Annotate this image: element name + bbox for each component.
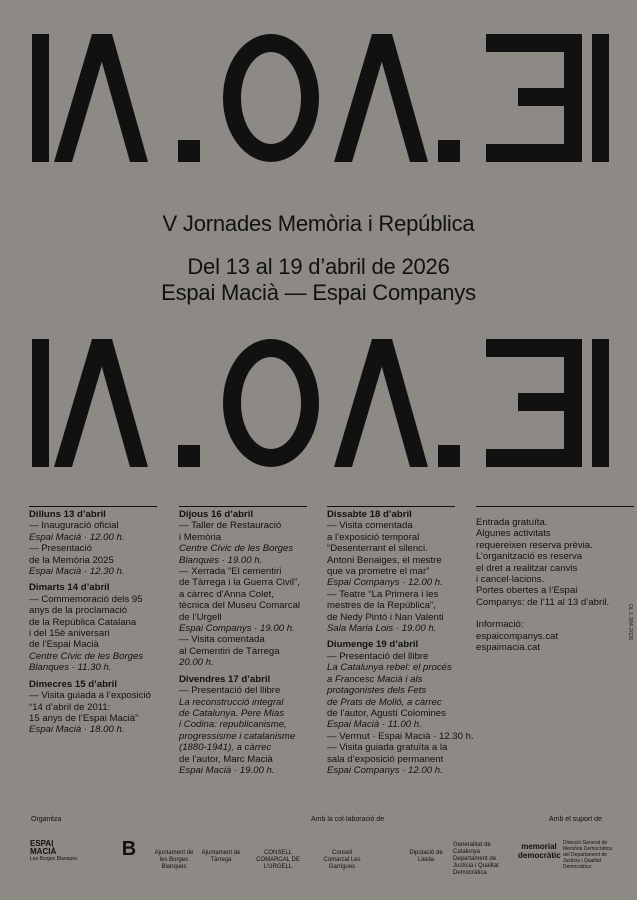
event-line: a Francesc Macià i als: [327, 673, 423, 685]
event-line: Espai Companys · 12.00 h.: [327, 577, 443, 589]
event-line: — Presentació del llibre: [327, 650, 429, 662]
day-title: Dissabte 18 d’abril: [327, 509, 412, 520]
event-line: — Inauguració oficial: [29, 520, 119, 532]
event-line: de l’Urgell: [179, 611, 222, 623]
event-line: de Tàrrega i la Guerra Civil”,: [179, 577, 300, 589]
event-line: de Nedy Pintó i Nan Valenti: [327, 611, 444, 623]
program-column-3: [327, 506, 474, 781]
b-logo[interactable]: B: [121, 838, 137, 860]
day-title: Dilluns 13 d’abril: [29, 509, 106, 520]
event-line: — Taller de Restauració: [179, 520, 282, 532]
day-block: [29, 582, 157, 673]
info-line: el dret a realitzar canvis: [476, 562, 578, 574]
big-date-bottom: [28, 335, 613, 475]
direccio-general-logo[interactable]: Direcció General de Memòria Democràtica del Departament de Justícia i Qualitat Democràtica: [563, 840, 612, 870]
event-line: — Visita guiada a l’exposició: [29, 690, 151, 702]
event-line: Blanques · 11.30 h.: [29, 662, 112, 674]
event-line: — Xerrada “El cementiri: [179, 566, 282, 578]
program-column-2: [179, 506, 307, 781]
day-block: [327, 639, 474, 776]
event-line: Espai Companys · 12.00 h.: [327, 764, 443, 776]
event-line: Espai Macià · 12.00 h.: [29, 531, 125, 543]
program-column-1: [29, 506, 157, 741]
espai-macia-logo-text: ESPAI MACIÀ: [30, 839, 57, 856]
info-line: Companys: de l’11 al 13 d’abril.: [476, 596, 610, 608]
info-line: requereixen reserva prèvia.: [476, 539, 593, 551]
big-date-top: [28, 30, 613, 170]
event-line: — Teatre “La Primera i les: [327, 588, 439, 600]
event-line: protagonistes dels Fets: [327, 685, 427, 697]
event-line: mestres de la República”,: [327, 600, 436, 612]
headline-title: V Jornades Memòria i República: [162, 211, 475, 236]
info-line: Entrada gratuïta.: [476, 517, 548, 528]
day-block: [327, 506, 474, 634]
info-line: Portes obertes a l’Espai: [476, 585, 578, 597]
event-line: (1880-1941), a càrrec: [179, 742, 272, 754]
event-line: progressisme i catalanisme: [179, 730, 296, 742]
event-line: — Visita comentada: [327, 520, 413, 532]
event-line: — Vermut · Espai Macià · 12.30 h.: [327, 730, 474, 742]
event-line: de l’autor, Agustí Colomines: [327, 707, 446, 719]
column-rule: [476, 506, 634, 507]
event-line: de l’autor, Marc Macià: [179, 753, 273, 765]
info-line: i cancel·lacions.: [476, 574, 545, 586]
footer-suport: Amb el suport de: [549, 816, 602, 823]
program-column-info: [476, 506, 634, 653]
info-line: Algunes activitats: [476, 528, 551, 540]
event-line: Sala Maria Lois · 19.00 h.: [327, 623, 437, 635]
big-date-graphic-2: [28, 335, 613, 475]
ajuntament-borges-logo[interactable]: Ajuntament de les Borges Blanques: [154, 850, 194, 870]
event-line: — Presentació del llibre: [179, 685, 281, 697]
event-line: — Presentació: [29, 543, 92, 555]
espai-macia-logo[interactable]: [30, 840, 78, 863]
ajuntament-tarrega-logo[interactable]: Ajuntament de Tàrrega: [201, 850, 241, 863]
day-title: Dimecres 15 d’abril: [29, 678, 117, 690]
column-rule: [327, 506, 455, 507]
legal-deposit: DL L 394-2026: [627, 604, 633, 640]
contact-link[interactable]: espaimacia.cat: [476, 642, 540, 654]
event-line: “14 d’abril de 2011:: [29, 701, 111, 713]
event-line: al Cementiri de Tàrrega: [179, 645, 280, 657]
generalitat-logo[interactable]: Generalitat de Catalunya Departament de Justícia i Qualitat Democràtica: [453, 842, 499, 876]
event-line: “Desenterrant el silenci.: [327, 543, 428, 555]
event-line: sala d’exposició permanent: [327, 753, 444, 765]
consell-garrigues-logo[interactable]: Consell Comarcal Les Garrigues: [323, 850, 361, 870]
contact-label: Informació:: [476, 619, 524, 631]
event-line: Centre Cívic de les Borges: [29, 650, 144, 662]
big-date-graphic: [28, 30, 613, 170]
memorial-democratic-logo[interactable]: memorial democràtic: [518, 842, 561, 860]
event-line: a l’exposició temporal: [327, 531, 420, 543]
event-line: de l’Espai Macià: [29, 639, 99, 651]
day-title: Diumenge 19 d’abril: [327, 639, 419, 651]
event-line: de Catalunya. Pere Mias: [179, 707, 285, 719]
day-block: [29, 506, 157, 577]
event-line: i del 15è aniversari: [29, 628, 110, 640]
event-line: 20.00 h.: [179, 657, 214, 669]
headline-venues: Espai Macià — Espai Companys: [161, 280, 476, 305]
event-line: — Visita comentada: [179, 634, 265, 646]
info-line: L’organització es reserva: [476, 551, 583, 563]
diputacio-lleida-logo[interactable]: Diputació de Lleida: [409, 850, 443, 863]
footer-organitza: Organitza: [31, 816, 62, 823]
event-line: — Visita guiada gratuïta a la: [327, 742, 448, 754]
day-block: [179, 674, 307, 777]
column-rule: [29, 506, 157, 507]
event-line: de Prats de Molló, a càrrec: [327, 696, 442, 708]
event-line: i Memòria: [179, 531, 222, 543]
event-line: 15 anys de l’Espai Macià”: [29, 712, 139, 724]
day-title: Dimarts 14 d’abril: [29, 582, 110, 594]
event-line: anys de la proclamació: [29, 605, 128, 617]
event-line: Espai Macià · 11.00 h.: [327, 719, 422, 731]
event-line: — Commemoració dels 95: [29, 593, 143, 605]
event-line: i Codina: republicanisme,: [179, 719, 287, 731]
event-line: Espai Companys · 19.00 h.: [179, 623, 295, 635]
logos-row: [28, 836, 613, 876]
event-line: La reconstrucció integral: [179, 696, 284, 708]
consell-urgell-logo[interactable]: CONSELL COMARCAL DE L’URGELL: [256, 850, 300, 870]
footer-col-laboracio: Amb la col·laboració de: [311, 816, 385, 823]
event-line: La Catalunya rebel: el procés: [327, 662, 452, 674]
event-line: Espai Macià · 12.30 h.: [29, 566, 125, 578]
day-block: [179, 506, 307, 669]
event-line: tècnica del Museu Comarcal: [179, 600, 301, 612]
event-line: a càrrec d’Anna Colet,: [179, 588, 274, 600]
event-line: Antoni Benaiges, el mestre: [327, 554, 442, 566]
event-line: Centre Cívic de les Borges: [179, 543, 294, 555]
contact-link[interactable]: espaicompanys.cat: [476, 630, 559, 642]
event-line: Espai Macià · 18.00 h.: [29, 724, 125, 736]
day-block: [29, 679, 157, 736]
headline-dates: Del 13 al 19 d’abril de 2026: [187, 254, 450, 279]
day-title: Divendres 17 d’abril: [179, 673, 271, 685]
day-title: Dijous 16 d’abril: [179, 509, 254, 520]
espai-macia-logo-sub: Les Borges Blanques: [30, 856, 78, 862]
event-line: de la República Catalana: [29, 616, 137, 628]
event-line: de la Memòria 2025: [29, 554, 114, 566]
event-line: Espai Macià · 19.00 h.: [179, 764, 275, 776]
event-line: que va prometre el mar”: [327, 566, 430, 578]
event-line: Blanques · 19.00 h.: [179, 554, 263, 566]
column-rule: [179, 506, 307, 507]
